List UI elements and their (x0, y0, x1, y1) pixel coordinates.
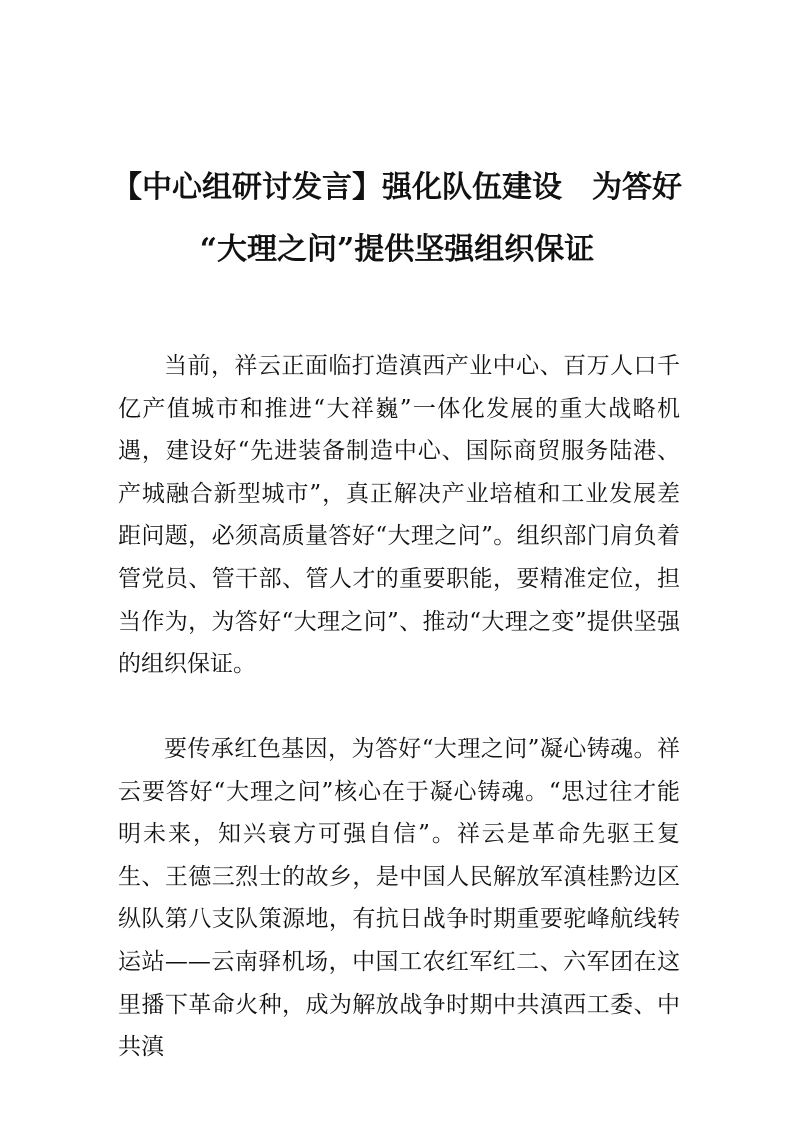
document-title-line-1: 【中心组研讨发言】强化队伍建设 为答好 (112, 170, 682, 205)
document-title-line-2: “大理之问”提供坚强组织保证 (199, 232, 595, 267)
body-paragraph-1: 当前，祥云正面临打造滇西产业中心、百万人口千亿产值城市和推进“大祥巍”一体化发展的重大战略机遇，建设好“先进装备制造中心、国际商贸服务陆港、产城融合新型城市”，真正解决产业培植和工业发展差距问题，必须高质量答好“大理之问”。组织部门肩负着管党员、管干部、管人才的重要职能，要精准定位，担当作为，为答好“大理之问”、推动“大理之变”提供坚强的组织保证。 (118, 353, 680, 678)
body-paragraph-2: 要传承红色基因，为答好“大理之问”凝心铸魂。祥云要答好“大理之问”核心在于凝心铸魂。“思过往才能明未来，知兴衰方可强自信”。祥云是革命先驱王复生、王德三烈士的故乡，是中国人民解放军滇桂黔边区纵队第八支队策源地，有抗日战争时期重要驼峰航线转运站——云南驿机场，中国工农红军红二、六军团在这里播下革命火种，成为解放战争时期中共滇西工委、中共滇 (118, 736, 680, 1061)
